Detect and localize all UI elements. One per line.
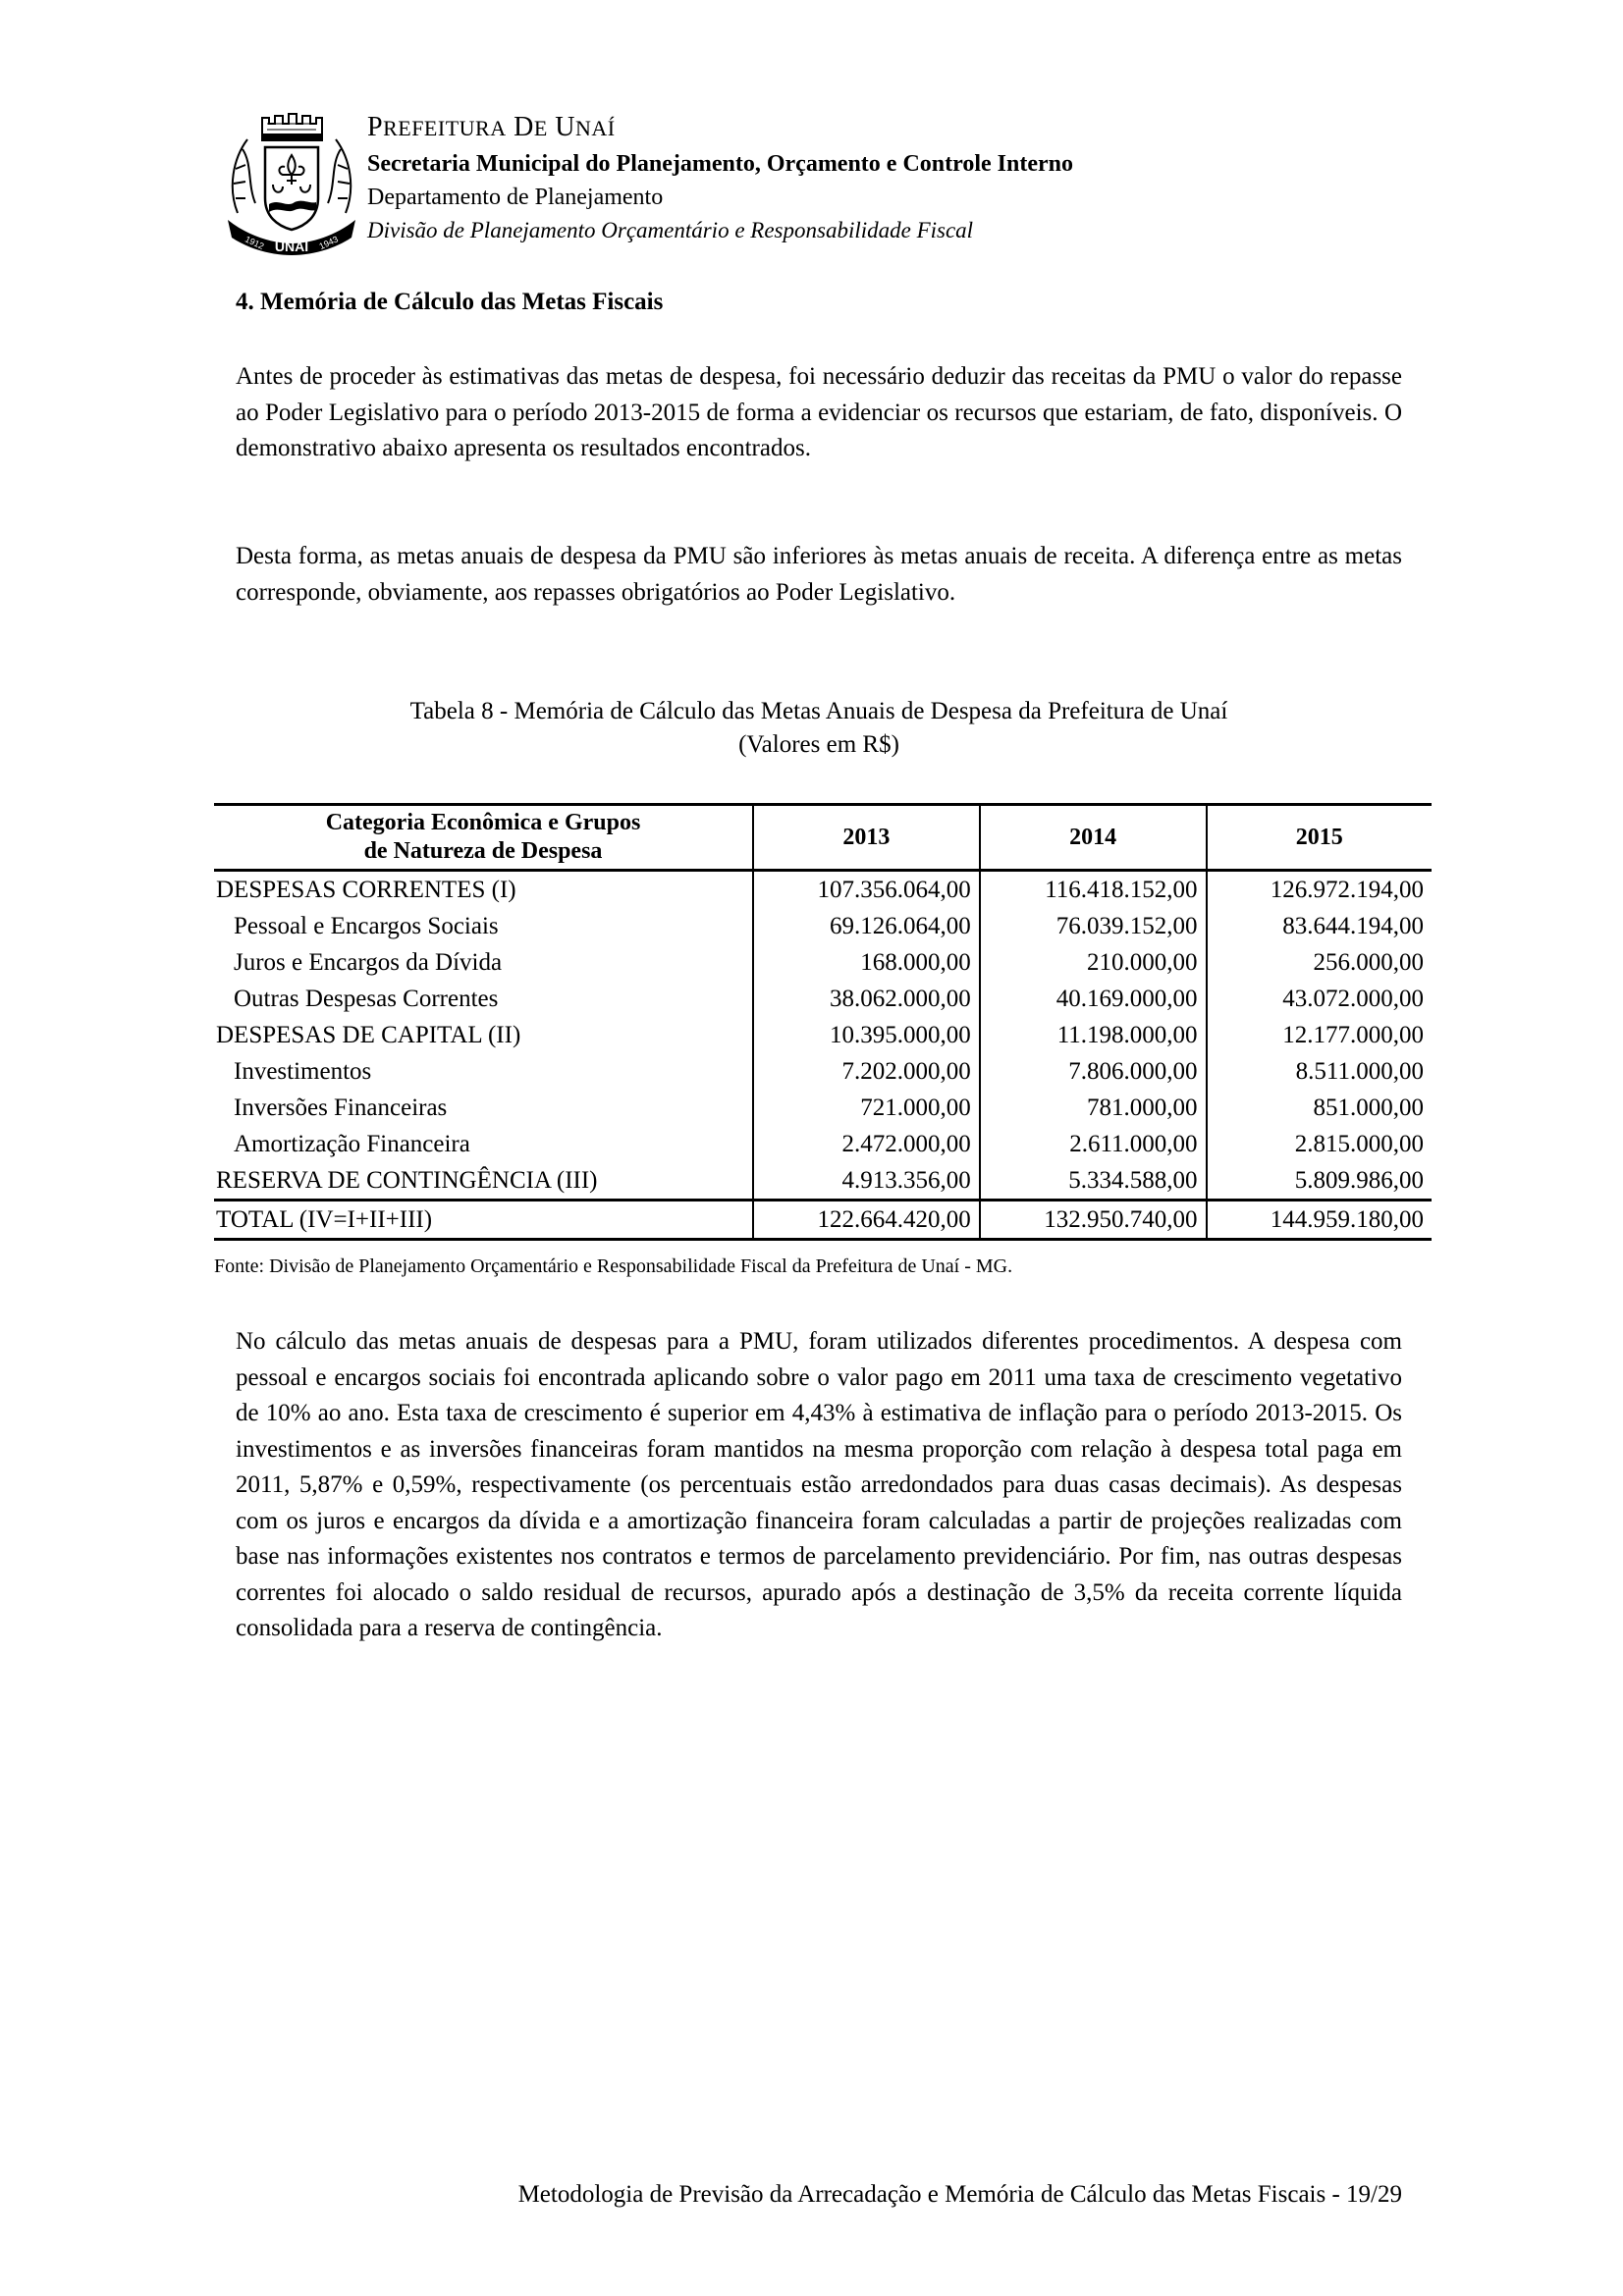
cell-value-2015: 83.644.194,00 [1207, 908, 1432, 944]
cell-value-2015: 43.072.000,00 [1207, 981, 1432, 1017]
cell-value-2015: 5.809.986,00 [1207, 1162, 1432, 1201]
cell-value-2014: 2.611.000,00 [980, 1126, 1207, 1162]
paragraph-intro: Antes de proceder às estimativas das metas de despesa, foi necessário deduzir das receitas da PMU o valor do repasse ao Poder Legislativo para o período 2013-2015 de forma a evidenciar os recursos que estariam, de fato, disponíveis. O demonstrativo abaixo apresenta os resultados encontrados. [236, 363, 1402, 461]
table-header-row [214, 805, 1432, 871]
column-header-2013: 2013 [753, 805, 980, 871]
cell-value-2014: 11.198.000,00 [980, 1017, 1207, 1053]
organization-title: PREFEITURA DE UNAÍ [367, 112, 616, 142]
row-label: Investimentos [234, 1058, 372, 1085]
cell-value-2014: 116.418.152,00 [980, 871, 1207, 909]
row-label: Pessoal e Encargos Sociais [234, 913, 499, 939]
cell-value-2015: 851.000,00 [1207, 1090, 1432, 1126]
cell-value-2013: 4.913.356,00 [753, 1162, 980, 1201]
table-row [214, 908, 1432, 944]
svg-text:1943: 1943 [317, 234, 340, 252]
paragraph-difference: Desta forma, as metas anuais de despesa da PMU são inferiores às metas anuais de receita. A diferença entre as metas corresponde, obviamente, aos repasses obrigatórios ao Poder Legislativo. [236, 543, 1402, 606]
cell-value-2014: 76.039.152,00 [980, 908, 1207, 944]
cell-value-2014: 781.000,00 [980, 1090, 1207, 1126]
secretariat-name: Secretaria Municipal do Planejamento, Orçamento e Controle Interno [367, 151, 1073, 177]
cell-value-2015: 2.815.000,00 [1207, 1126, 1432, 1162]
table-row [214, 1162, 1432, 1201]
cell-value-2013: 721.000,00 [753, 1090, 980, 1126]
svg-text:1912: 1912 [243, 234, 266, 252]
column-header-2014: 2014 [980, 805, 1207, 871]
cell-value-2015: 8.511.000,00 [1207, 1053, 1432, 1090]
table-row [214, 944, 1432, 981]
page-header [218, 110, 1298, 267]
table-row [214, 1090, 1432, 1126]
paragraph-methodology: No cálculo das metas anuais de despesas para a PMU, foram utilizados diferentes procedimentos. A despesa com pessoal e encargos sociais foi encontrada aplicando sobre o valor pago em 2011 uma taxa de crescimento vegetativo de 10% ao ano. Esta taxa de crescimento é superior em 4,43% à estimativa de inflação para o período 2013-2015. Os investimentos e as inversões financeiras foram mantidos na mesma proporção com relação à despesa total paga em 2011, 5,87% e 0,59%, respectivamente (os percentuais estão arredondados para duas casas decimais). As despesas com os juros e encargos da dívida e a amortização financeira foram calculadas a partir de projeções realizadas com base nas informações existentes nos contratos e termos de parcelamento previdenciário. Por fim, nas outras despesas correntes foi alocado o saldo residual de recursos, apurado após a destinação de 3,5% da receita corrente líquida consolidada para a reserva de contingência. [236, 1328, 1402, 1641]
table-row [214, 871, 1432, 909]
svg-text:UNAÍ: UNAÍ [274, 239, 309, 254]
row-label: TOTAL (IV=I+II+III) [214, 1201, 753, 1240]
expense-targets-table [214, 803, 1432, 1241]
table-source-note: Fonte: Divisão de Planejamento Orçamentário e Responsabilidade Fiscal da Prefeitura de Unaí - MG. [214, 1255, 1013, 1277]
cell-value-2014: 40.169.000,00 [980, 981, 1207, 1017]
table-row [214, 981, 1432, 1017]
row-label: DESPESAS DE CAPITAL (II) [216, 1022, 521, 1048]
column-header-2015: 2015 [1207, 805, 1432, 871]
table-row [214, 1017, 1432, 1053]
coat-of-arms-icon [218, 110, 365, 257]
cell-value-2013: 10.395.000,00 [753, 1017, 980, 1053]
department-name: Departamento de Planejamento [367, 185, 664, 210]
row-label: DESPESAS CORRENTES (I) [216, 877, 516, 903]
cell-value-2015: 12.177.000,00 [1207, 1017, 1432, 1053]
cell-value-2013: 38.062.000,00 [753, 981, 980, 1017]
table-caption-units: (Valores em R$) [738, 731, 899, 758]
row-label: Amortização Financeira [234, 1131, 470, 1157]
cell-value-2015: 256.000,00 [1207, 944, 1432, 981]
row-label: Inversões Financeiras [234, 1095, 448, 1121]
cell-value-2013: 7.202.000,00 [753, 1053, 980, 1090]
table-caption-title: Tabela 8 - Memória de Cálculo das Metas Anuais de Despesa da Prefeitura de Unaí [409, 698, 1228, 724]
column-header-category: Categoria Econômica e Grupos de Natureza de Despesa [214, 805, 753, 871]
cell-value-2014: 132.950.740,00 [980, 1201, 1207, 1240]
row-label: RESERVA DE CONTINGÊNCIA (III) [216, 1167, 598, 1194]
table-total-row [214, 1201, 1432, 1240]
cell-value-2013: 168.000,00 [753, 944, 980, 981]
table-row [214, 1053, 1432, 1090]
cell-value-2014: 210.000,00 [980, 944, 1207, 981]
table-row [214, 1126, 1432, 1162]
division-name: Divisão de Planejamento Orçamentário e Responsabilidade Fiscal [367, 218, 974, 242]
cell-value-2015: 144.959.180,00 [1207, 1201, 1432, 1240]
cell-value-2014: 7.806.000,00 [980, 1053, 1207, 1090]
row-label: Outras Despesas Correntes [234, 986, 499, 1012]
cell-value-2014: 5.334.588,00 [980, 1162, 1207, 1201]
page-footer: Metodologia de Previsão da Arrecadação e Memória de Cálculo das Metas Fiscais - 19/29 [517, 2181, 1402, 2208]
table-caption [236, 695, 1402, 762]
cell-value-2013: 69.126.064,00 [753, 908, 980, 944]
cell-value-2013: 2.472.000,00 [753, 1126, 980, 1162]
cell-value-2013: 122.664.420,00 [753, 1201, 980, 1240]
cell-value-2013: 107.356.064,00 [753, 871, 980, 909]
row-label: Juros e Encargos da Dívida [234, 949, 503, 976]
cell-value-2015: 126.972.194,00 [1207, 871, 1432, 909]
section-title: 4. Memória de Cálculo das Metas Fiscais [236, 289, 664, 315]
